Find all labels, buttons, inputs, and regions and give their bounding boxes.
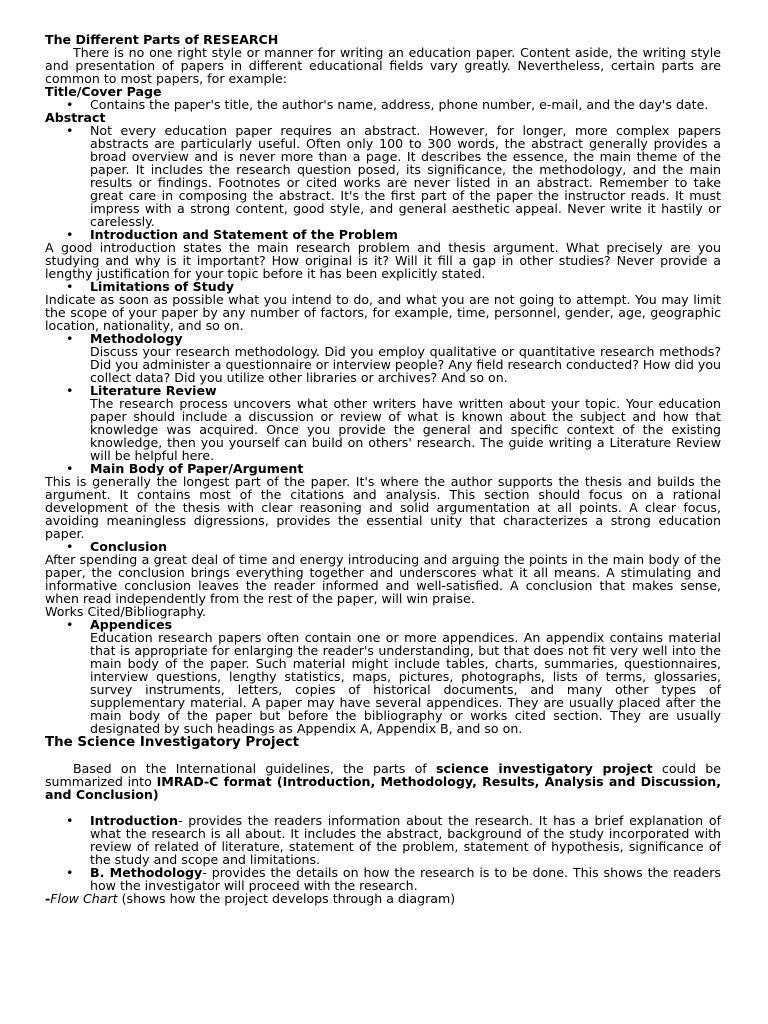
bullet-icon: •	[66, 813, 74, 828]
list-item	[45, 332, 721, 384]
bullet-icon: •	[66, 461, 74, 476]
bullet-icon: •	[66, 383, 74, 398]
list-item: • Not every education paper requires an abstract. However, for longer, more complex papers abstracts are particularly useful. Often only 100 to 300 words, the abstract generally provides a broad overview and is never more than a page. It describes the essence, the main theme of the paper. It includes the research question posed, its significance, the methodology, and the main results or findings. Footnotes or cited works are never listed in an abstract. Remember to take great care in composing the abstract. It's the first part of the paper the instructor reads. It must impress with a strong content, good style, and general aesthetic appeal. Never write it hastily or carelessly.	[66, 123, 721, 229]
main-body-text: This is generally the longest part of the paper. It's where the author supports the thesis and builds the argument. It contains most of the citations and analysis. This section should focus on a rational development of the thesis with clear reasoning and solid argumentation at all points. A clear focus, avoiding meaningless digressions, provides the essential unity that characterizes a strong education paper.	[45, 474, 721, 541]
methodology-list	[45, 332, 721, 475]
list-item: • Introduction- provides the readers information about the research. It has a brief explanation of what the research is all about. It includes the abstract, background of the study incorporated with review of related of literature, statement of the problem, statement of hypothesis, significance of the study and scope and limitations.	[66, 813, 721, 867]
conclusion-heading: Conclusion	[90, 539, 168, 554]
list-item	[45, 462, 721, 475]
title-page-list	[45, 98, 721, 111]
sip-paragraph: Based on the International guidelines, the parts of science investigatory project could be summarized into IMRAD-C format (Introduction, Methodology, Results, Analysis and Discussion, and Conclusion)	[45, 761, 721, 802]
bullet-icon: •	[66, 865, 74, 880]
methodology-heading: Methodology	[90, 331, 183, 346]
bullet-icon: •	[66, 539, 74, 554]
intro-paragraph: There is no one right style or manner for writing an education paper. Content aside, the writing style and presentation of papers in different educational fields vary greatly. Nevertheless, certain parts are common to most papers, for example:	[45, 45, 721, 86]
list-item	[45, 384, 721, 462]
conclusion-list	[45, 540, 721, 553]
bullet-icon: •	[66, 227, 74, 242]
bullet-icon: •	[66, 97, 74, 112]
works-cited: Works Cited/Bibliography.	[45, 604, 207, 619]
conclusion-text: After spending a great deal of time and energy introducing and arguing the points in the main body of the paper, the conclusion brings everything together and underscores what it all means. A stimulating and informative conclusion leaves the reader informed and well-satisfied. A conclusion that makes sense, when read independently from the rest of the paper, will win praise.	[45, 552, 721, 606]
list-item	[45, 540, 721, 553]
bullet-icon: •	[66, 617, 74, 632]
appendices-text: Education research papers often contain one or more appendices. An appendix contains material that is appropriate for enlarging the reader's understanding, but that does not fit very well into the main body of the paper. Such material might include tables, charts, summaries, questionnaires, interview questions, lengthy statistics, maps, pictures, photographs, lists of terms, glossaries, survey instruments, letters, copies of historical documents, and many other types of supplementary material. A paper may have several appendices. They are usually placed after the main body of the paper but before the bibliography or works cited section. They are usually designated by such headings as Appendix A, Appendix B, and so on.	[90, 630, 721, 736]
sip-heading: The Science Investigatory Project	[45, 735, 300, 750]
document-title: The Different Parts of RESEARCH	[45, 32, 279, 47]
introduction-problem-heading: Introduction and Statement of the Problem	[90, 227, 398, 242]
limitations-text: Indicate as soon as possible what you intend to do, and what you are not going to attempt. You may limit the scope of your paper by any number of factors, for example, time, personnel, gender, age, geographic location, nationality, and so on.	[45, 292, 721, 333]
literature-heading: Literature Review	[90, 383, 217, 398]
list-item	[45, 618, 721, 735]
bullet-icon: •	[66, 279, 74, 294]
list-item	[45, 228, 721, 241]
abstract-list	[45, 124, 721, 241]
list-item	[45, 280, 721, 293]
limitations-list	[45, 280, 721, 293]
abstract-heading: Abstract	[45, 110, 106, 125]
bullet-icon: •	[66, 331, 74, 346]
sip-list	[45, 814, 721, 892]
appendices-list	[45, 618, 721, 735]
title-page-heading: Title/Cover Page	[45, 84, 162, 99]
introduction-problem-text: A good introduction states the main research problem and thesis argument. What precisely are you studying and why is it important? How original is it? Will it fill a gap in other studies? Never provide a lengthy justification for your topic before it has been explicitly stated.	[45, 240, 721, 281]
limitations-heading: Limitations of Study	[90, 279, 234, 294]
methodology-text: Discuss your research methodology. Did you employ qualitative or quantitative research methods? Did you administer a questionnaire or interview people? Any field research conducted? How did you collect data? Did you utilize other libraries or archives? And so on.	[90, 344, 722, 385]
flow-chart-line: -Flow Chart (shows how the project develops through a diagram)	[45, 891, 456, 906]
main-body-heading: Main Body of Paper/Argument	[90, 461, 304, 476]
literature-text: The research process uncovers what other writers have written about your topic. Your education paper should include a discussion or review of what is known about the subject and how that knowledge was acquired. Once you provide the general and specific context of the existing knowledge, then you yourself can build on others' research. The guide writing a Literature Review will be helpful here.	[90, 396, 721, 463]
list-item: • Contains the paper's title, the author's name, address, phone number, e-mail, and the day's date.	[66, 97, 709, 112]
appendices-heading: Appendices	[90, 617, 173, 632]
bullet-icon: •	[66, 123, 74, 138]
list-item: • B. Methodology- provides the details on how the research is to be done. This shows the readers how the investigator will proceed with the research.	[66, 865, 721, 893]
